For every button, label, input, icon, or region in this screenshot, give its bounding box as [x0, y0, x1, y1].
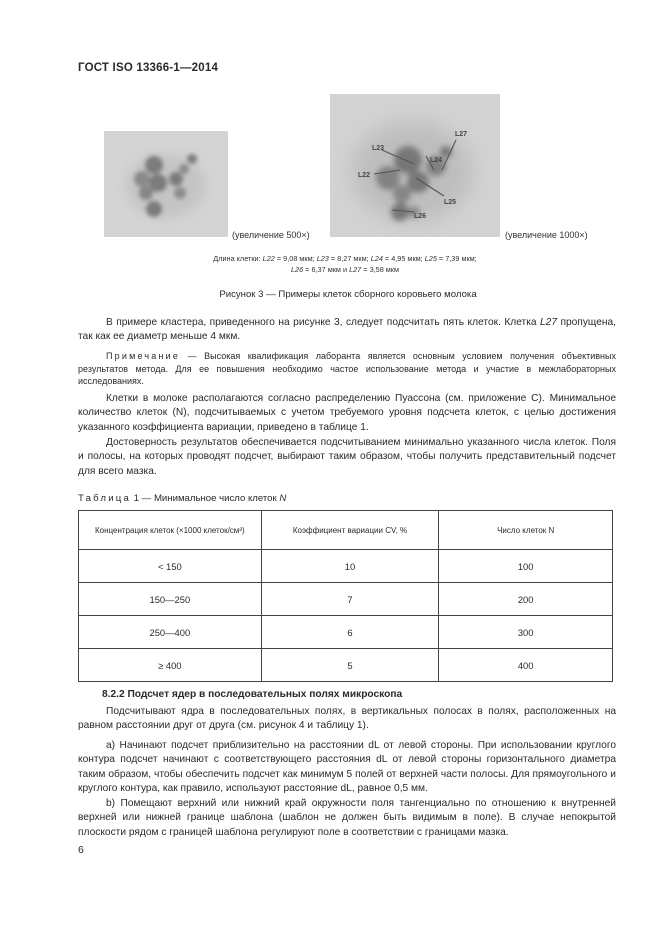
note: [78, 350, 616, 388]
section-paragraph-a: a) Начинают подсчет приблизительно на расстоянии dL от левой стороны. При использовании круглого контура подсчет начинают с соответствующего расстояния dL от левой стороны горизонтального диаметра таким образом, чтобы обеспечить подсчет как минимум 5 полей от верхней части полосы. Для прямоугольного и круглого контура, как правило, используют расстояние dL, равное 0,5 мм.: [78, 740, 616, 794]
paragraph-cluster-example: В примере кластера, приведенного на рисунке 3, следует подсчитать пять клеток. Клетка L27 пропущена, так как ее диаметр меньше 4 мкм.: [78, 317, 616, 343]
table-row: ≥ 400 5 400: [79, 649, 613, 682]
page-number: 6: [78, 844, 84, 856]
cell-label-l23: L23: [372, 145, 385, 152]
caption-1000x: (увеличение 1000×): [505, 230, 588, 240]
cell-label-l22: L22: [358, 172, 371, 179]
caption-500x: (увеличение 500×): [232, 230, 310, 240]
cell-label-l26: L26: [414, 213, 427, 220]
figure-title: Рисунок 3 — Примеры клеток сборного коровьего молока: [219, 289, 477, 300]
table-row: < 150 10 100: [79, 550, 613, 583]
cell-lengths-line-2: L26 = 6,37 мкм и L27 = 3,58 мкм: [290, 265, 400, 274]
micrograph-500x: [104, 131, 228, 237]
cell-lengths: [100, 253, 590, 275]
table-header-row: [79, 511, 613, 550]
table-caption: Таблица 1 — Минимальное число клеток N: [78, 493, 287, 504]
note-label: Примечание: [106, 351, 181, 361]
document-header: ГОСТ ISO 13366-1—2014: [78, 62, 219, 74]
cell-label-l27: L27: [455, 131, 468, 138]
paragraph-reliability: Достоверность результатов обеспечивается подсчитыванием минимально указанного числа клеток. Поля и полосы, на которых проводят подсчет, выбирают таким образом, чтобы получить представительный подсчет для всего мазка.: [78, 437, 616, 477]
cell-lengths-line-1: Длина клетки: L22 = 9,08 мкм; L23 = 8,27 мкм; L24 = 4,95 мкм; L25 = 7,39 мкм;: [213, 254, 477, 263]
header-concentration: Концентрация клеток (×1000 клеток/см³): [79, 511, 262, 550]
section-title: 8.2.2 Подсчет ядер в последовательных полях микроскопа: [102, 689, 403, 700]
paragraph-poisson: Клетки в молоке располагаются согласно распределению Пуассона (см. приложение С). Минимальное количество клеток (N), подсчитываемых с учетом требуемого уровня подсчета клеток, с целью достижения указанного коэффициента вариации, приведено в таблице 1.: [78, 393, 616, 433]
header-cell-count: Число клеток N: [439, 511, 613, 550]
section-paragraph-b: b) Помещают верхний или нижний край окружности поля тангенциально по отношению к внутренней верхней или нижней границе шаблона (шаблон не должен быть видимым в поле). В случае непокрытой плоскости рядом с границей шаблона регулируют поле в соответствии с границами мазка.: [78, 798, 616, 838]
table-row: 250—400 6 300: [79, 616, 613, 649]
micrograph-1000x: [330, 94, 500, 237]
note-text: — Высокая квалификация лаборанта является основным условием получения объективных результатов метода. Для ее повышения необходимо частое использование метода и участие в межлабораторных исследованиях.: [78, 351, 616, 387]
min-cell-count-table: [78, 510, 613, 682]
table-row: 150—250 7 200: [79, 583, 613, 616]
cell-label-l24: L24: [430, 157, 443, 164]
cell-label-l25: L25: [444, 199, 457, 206]
section-paragraph-1: Подсчитывают ядра в последовательных полях, в вертикальных полосах в полях, расположенных на равном расстоянии друг от друга (см. рисунок 4 и таблицу 1).: [78, 706, 616, 732]
header-cv: Коэффициент вариации CV, %: [261, 511, 439, 550]
